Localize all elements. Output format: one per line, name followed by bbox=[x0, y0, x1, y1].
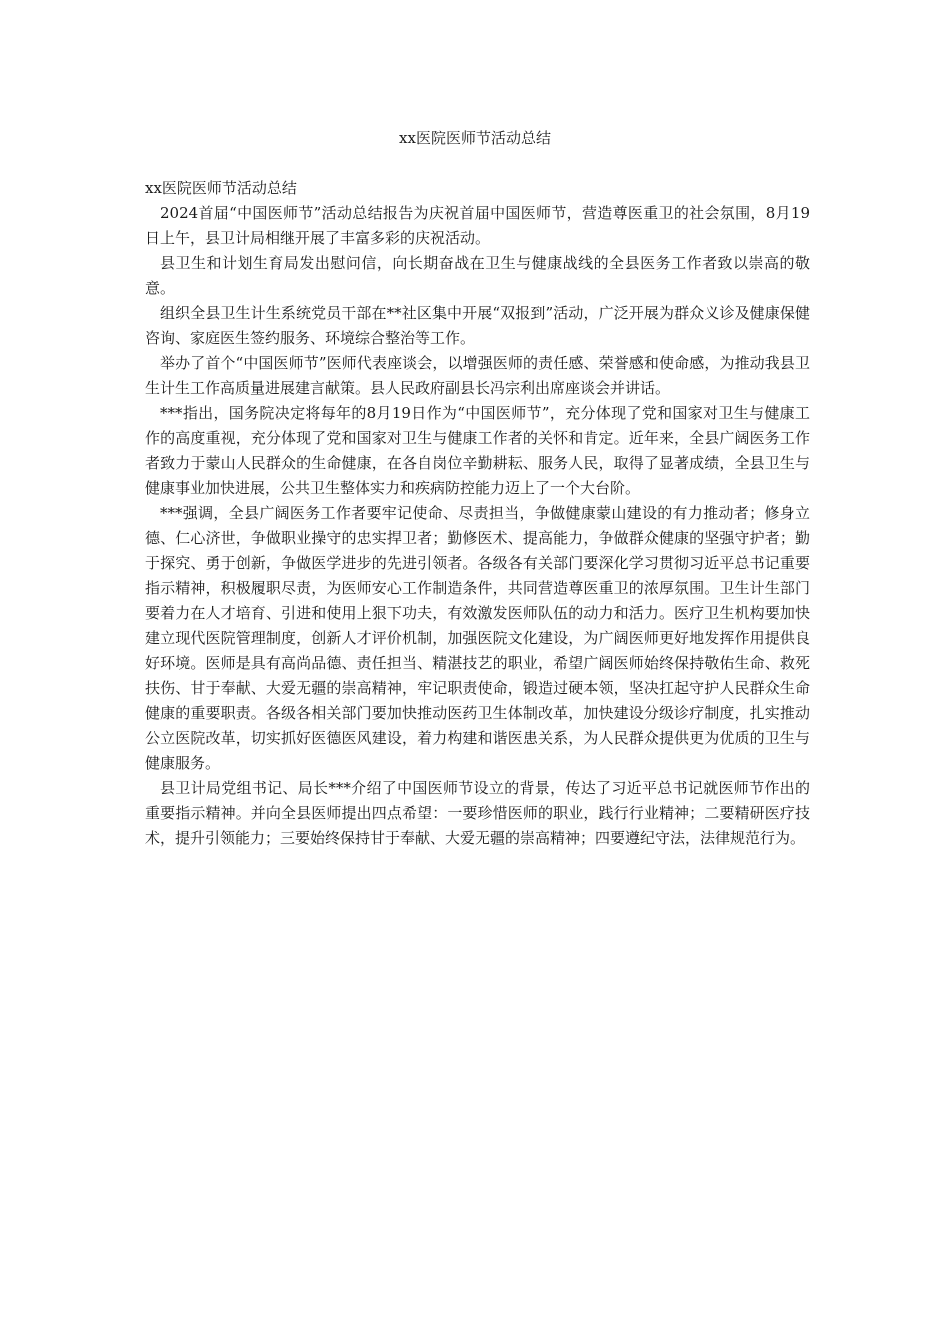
paragraph-6: ***强调，全县广阔医务工作者要牢记使命、尽责担当，争做健康蒙山建设的有力推动者；修身立德、仁心济世，争做职业操守的忠实捍卫者；勤修医术、提高能力，争做群众健康的坚强守护者；勤于探究、勇于创新，争做医学进步的先进引领者。各级各有关部门要深化学习贯彻习近平总书记重要指示精神，积极履职尽责，为医师安心工作制造条件，共同营造尊医重卫的浓厚氛围。卫生计生部门要着力在人才培育、引进和使用上狠下功夫，有效激发医师队伍的动力和活力。医疗卫生机构要加快建立现代医院管理制度，创新人才评价机制，加强医院文化建设，为广阔医师更好地发挥作用提供良好环境。医师是具有高尚品德、责任担当、精湛技艺的职业，希望广阔医师始终保持敬佑生命、救死扶伤、甘于奉献、大爱无疆的崇高精神，牢记职责使命，锻造过硬本领，坚决扛起守护人民群众生命健康的重要职责。各级各相关部门要加快推动医药卫生体制改革，加快建设分级诊疗制度，扎实推动公立医院改革，切实抓好医德医风建设，着力构建和谐医患关系，为人民群众提供更为优质的卫生与健康服务。 bbox=[145, 504, 810, 772]
paragraph-7: 县卫计局党组书记、局长***介绍了中国医师节设立的背景，传达了习近平总书记就医师节作出的重要指示精神。并向全县医师提出四点希望：一要珍惜医师的职业，践行行业精神；二要精研医疗技术，提升引领能力；三要始终保持甘于奉献、大爱无疆的崇高精神；四要遵纪守法，法律规范行为。 bbox=[145, 779, 810, 847]
paragraph-3: 组织全县卫生计生系统党员干部在**社区集中开展“双报到”活动，广泛开展为群众义诊及健康保健咨询、家庭医生签约服务、环境综合整治等工作。 bbox=[145, 304, 810, 347]
document-body bbox=[145, 176, 810, 851]
paragraph-1: 2024首届“中国医师节”活动总结报告为庆祝首届中国医师节，营造尊医重卫的社会氛围，8月19日上午，县卫计局相继开展了丰富多彩的庆祝活动。 bbox=[145, 204, 810, 247]
document-subtitle: xx医院医师节活动总结 bbox=[145, 179, 297, 197]
paragraph-5: ***指出，国务院决定将每年的8月19日作为“中国医师节”，充分体现了党和国家对卫生与健康工作的高度重视，充分体现了党和国家对卫生与健康工作者的关怀和肯定。近年来，全县广阔医务工作者致力于蒙山人民群众的生命健康，在各自岗位辛勤耕耘、服务人民，取得了显著成绩，全县卫生与健康事业加快进展，公共卫生整体实力和疾病防控能力迈上了一个大台阶。 bbox=[145, 404, 810, 497]
document-title: xx医院医师节活动总结 bbox=[399, 129, 551, 147]
paragraph-4: 举办了首个“中国医师节”医师代表座谈会，以增强医师的责任感、荣誉感和使命感，为推动我县卫生计生工作高质量进展建言献策。县人民政府副县长冯宗利出席座谈会并讲话。 bbox=[145, 354, 810, 397]
paragraph-2: 县卫生和计划生育局发出慰问信，向长期奋战在卫生与健康战线的全县医务工作者致以崇高的敬意。 bbox=[145, 254, 810, 297]
